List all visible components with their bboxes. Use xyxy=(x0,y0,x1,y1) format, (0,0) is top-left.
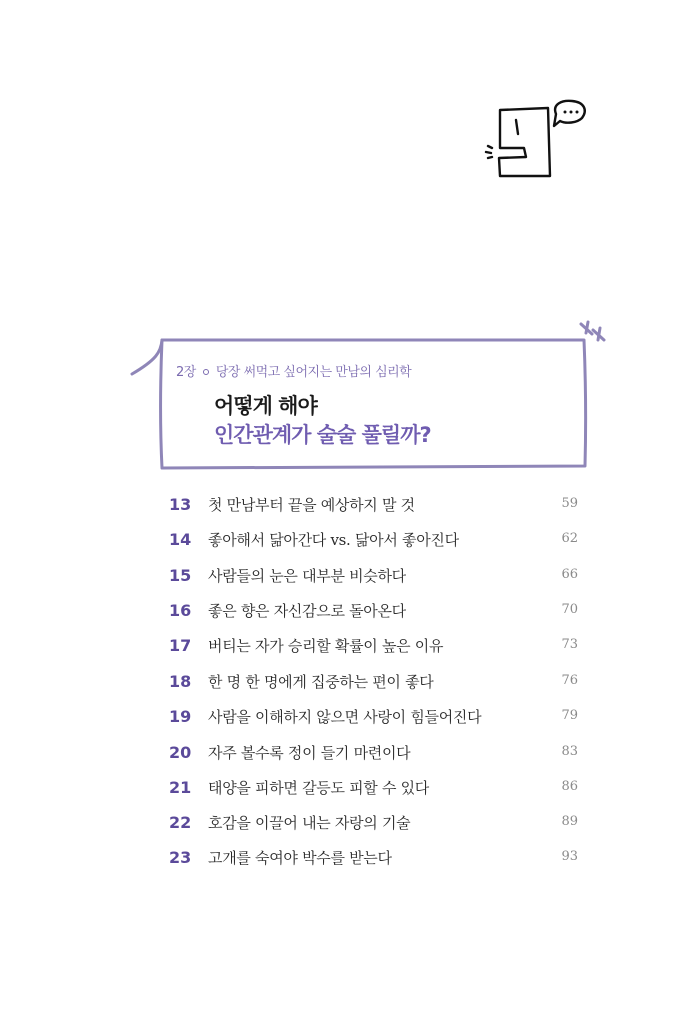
chapter-title-line1: 어떻게 해야 xyxy=(214,394,317,418)
toc-row[interactable] xyxy=(0,599,689,623)
toc-page: 76 xyxy=(561,673,578,688)
toc-page: 62 xyxy=(561,531,578,546)
toc-row[interactable] xyxy=(0,634,689,658)
toc-title: 첫 만남부터 끝을 예상하지 말 것 xyxy=(208,496,415,514)
toc-row[interactable] xyxy=(0,846,689,870)
toc-title: 사람을 이해하지 않으면 사랑이 힘들어진다 xyxy=(208,708,482,726)
toc-page: 93 xyxy=(561,849,578,864)
chapter-title-line2: 인간관계가 술술 풀릴까? xyxy=(214,423,431,447)
chapter-subtitle: 당장 써먹고 싶어지는 만남의 심리학 xyxy=(215,365,412,380)
toc-row[interactable] xyxy=(0,528,689,552)
toc-row[interactable] xyxy=(0,564,689,588)
toc-number: 18 xyxy=(169,672,192,691)
toc-row[interactable] xyxy=(0,776,689,800)
toc-number: 14 xyxy=(169,530,192,549)
toc-title: 자주 볼수록 정이 들기 마련이다 xyxy=(208,744,411,762)
toc-page: 83 xyxy=(561,744,578,759)
toc-row[interactable] xyxy=(0,670,689,694)
toc-row[interactable] xyxy=(0,705,689,729)
toc-number: 20 xyxy=(169,743,192,762)
toc-page: 86 xyxy=(561,779,578,794)
toc-number: 16 xyxy=(169,601,192,620)
toc-title: 태양을 피하면 갈등도 피할 수 있다 xyxy=(208,779,430,797)
toc-page: 73 xyxy=(561,637,578,652)
toc-row[interactable] xyxy=(0,741,689,765)
toc-number: 13 xyxy=(169,495,192,514)
chapter-number: 2장 xyxy=(176,365,196,380)
toc-title: 좋은 향은 자신감으로 돌아온다 xyxy=(208,602,406,620)
toc-row[interactable] xyxy=(0,493,689,517)
toc-title: 고개를 숙여야 박수를 받는다 xyxy=(208,849,392,867)
toc-number: 19 xyxy=(169,707,192,726)
toc-row[interactable] xyxy=(0,811,689,835)
bullet-dot-icon xyxy=(203,369,209,375)
toc-title: 사람들의 눈은 대부분 비슷하다 xyxy=(208,567,406,585)
chapter-title xyxy=(214,392,431,450)
number-nine-doodle xyxy=(478,96,593,186)
toc-page: 66 xyxy=(561,567,578,582)
toc-title: 좋아해서 닮아간다 vs. 닮아서 좋아진다 xyxy=(208,531,459,549)
toc-title: 버티는 자가 승리할 확률이 높은 이유 xyxy=(208,637,444,655)
toc-page: 79 xyxy=(561,708,578,723)
toc-number: 22 xyxy=(169,813,192,832)
toc-page: 70 xyxy=(561,602,578,617)
toc-number: 15 xyxy=(169,566,192,585)
toc-number: 17 xyxy=(169,636,192,655)
chapter-label xyxy=(176,361,411,380)
toc-title: 한 명 한 명에게 집중하는 편이 좋다 xyxy=(208,673,434,691)
toc-title: 호감을 이끌어 내는 자랑의 기술 xyxy=(208,814,411,832)
toc-number: 21 xyxy=(169,778,192,797)
toc-number: 23 xyxy=(169,848,192,867)
toc-page: 89 xyxy=(561,814,578,829)
toc-page: 59 xyxy=(561,496,578,511)
